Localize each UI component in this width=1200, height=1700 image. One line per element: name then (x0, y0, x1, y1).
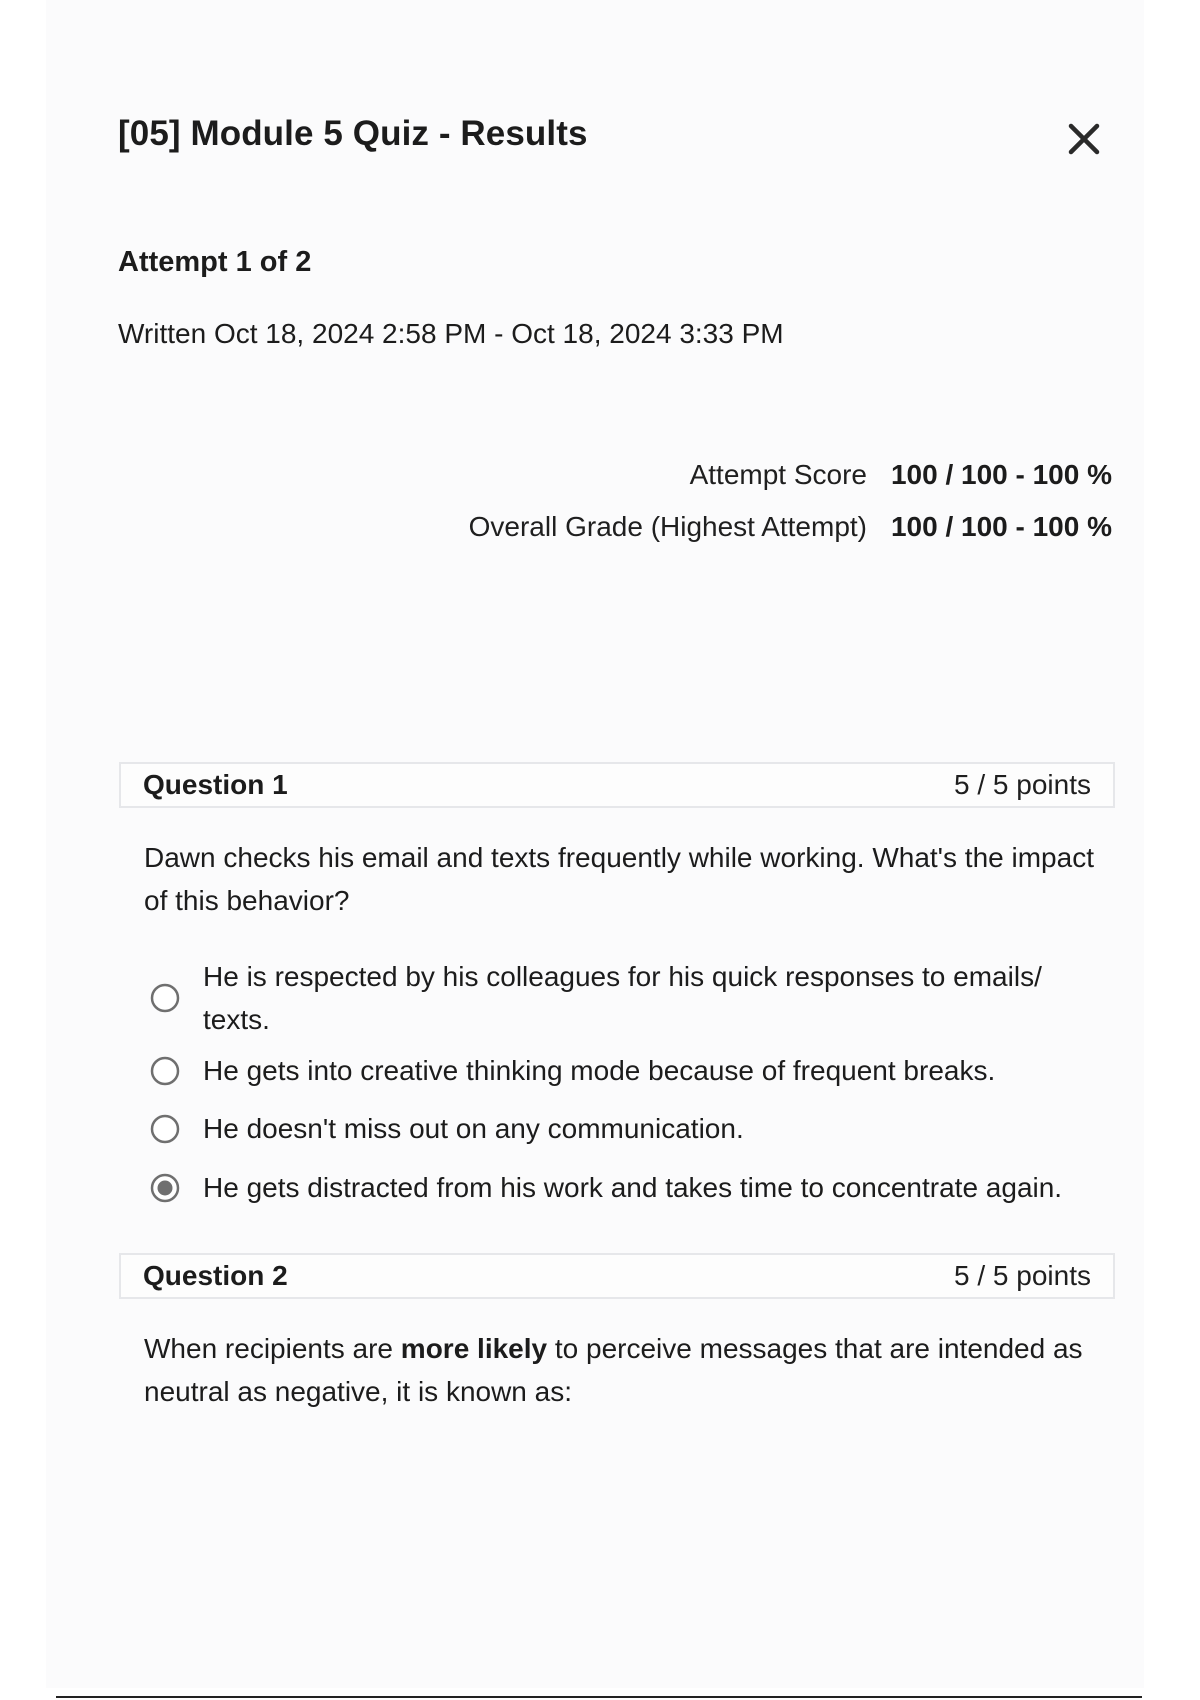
attempt-score-label: Attempt Score (689, 459, 867, 490)
close-button[interactable] (1065, 120, 1103, 158)
question-2-text-end: to perceive messages that are intended as neutral as negative, it is known as: (144, 1333, 1083, 1407)
close-icon (1065, 120, 1103, 158)
question-2-text-emphasis: more likely (400, 1333, 548, 1364)
attempt-score-value: 100 / 100 - 100 % (890, 459, 1112, 490)
question-2-points: 5 / 5 points (954, 1260, 1091, 1291)
page-title: [05] Module 5 Quiz - Results (118, 114, 588, 153)
attempt-score-row (407, 459, 1112, 511)
radio-button[interactable] (150, 983, 180, 1013)
question-2-text-start: When recipients are (144, 1333, 401, 1364)
question-2-text (144, 1327, 1114, 1413)
overall-grade-label: Overall Grade (Highest Attempt) (468, 511, 867, 542)
score-summary (407, 459, 1112, 563)
radio-checked-icon (150, 1173, 180, 1203)
overall-grade-value: 100 / 100 - 100 % (890, 511, 1112, 542)
overall-grade-row (407, 511, 1112, 563)
question-1-option-4[interactable] (150, 1166, 1110, 1209)
option-label: He is respected by his colleagues for his quick responses to emails/ texts. (203, 961, 1042, 1035)
radio-button-selected[interactable] (150, 1173, 180, 1203)
radio-button[interactable] (150, 1114, 180, 1144)
question-1-text: Dawn checks his email and texts frequently while working. What's the impact of this behavior? (144, 842, 1094, 916)
question-1-title: Question 1 (143, 769, 288, 800)
question-1-option-1[interactable] (150, 955, 1110, 1041)
question-1-option-2[interactable] (150, 1049, 1110, 1092)
question-1-option-3[interactable] (150, 1107, 1110, 1150)
option-label: He gets distracted from his work and takes time to concentrate again. (203, 1172, 1063, 1203)
option-label: He gets into creative thinking mode because of frequent breaks. (203, 1055, 996, 1086)
radio-unchecked-icon (150, 1114, 180, 1144)
attempt-written-dates: Written Oct 18, 2024 2:58 PM - Oct 18, 2024 3:33 PM (118, 318, 784, 349)
question-1-points: 5 / 5 points (954, 769, 1091, 800)
question-2-title: Question 2 (143, 1260, 288, 1291)
option-label: He doesn't miss out on any communication. (203, 1113, 744, 1144)
question-2-header (119, 1253, 1115, 1299)
bottom-divider (56, 1696, 1142, 1698)
question-1-header (119, 762, 1115, 808)
radio-button[interactable] (150, 1056, 180, 1086)
radio-unchecked-icon (150, 983, 180, 1013)
attempt-label: Attempt 1 of 2 (118, 246, 312, 278)
radio-unchecked-icon (150, 1056, 180, 1086)
